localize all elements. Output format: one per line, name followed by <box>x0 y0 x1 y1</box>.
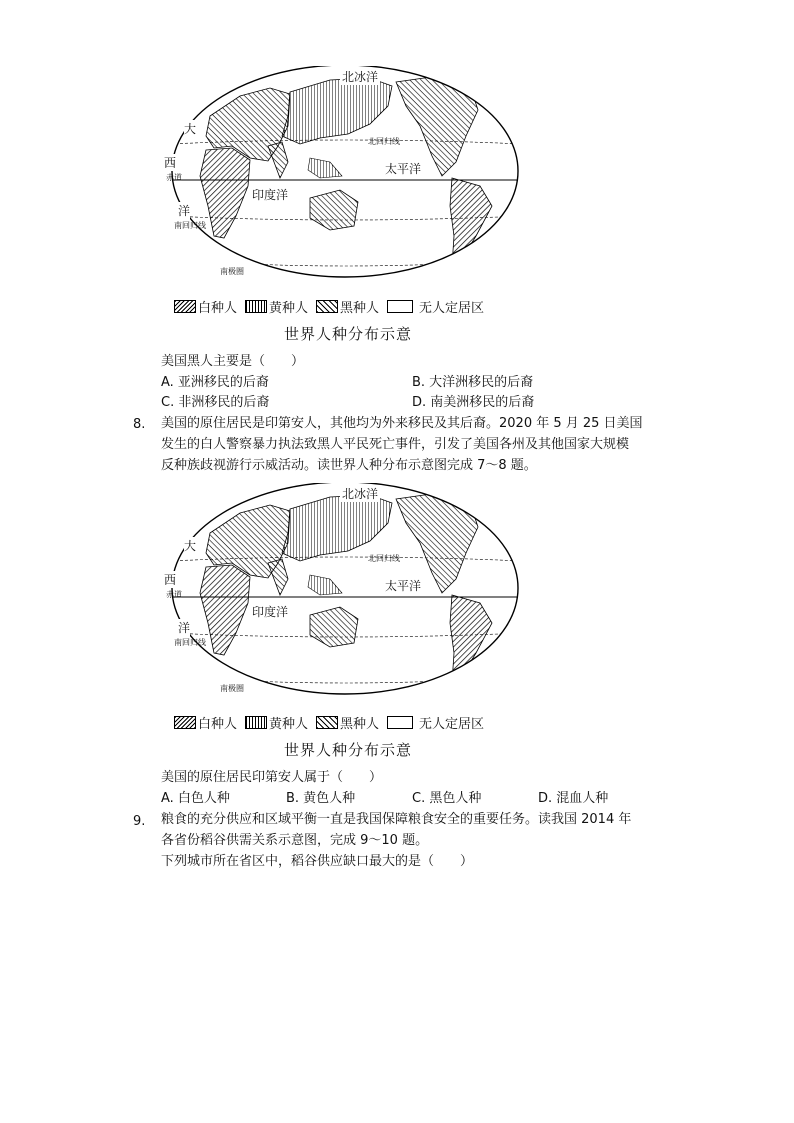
q8-number: 8. <box>133 417 146 432</box>
map-legend-1 <box>174 297 492 316</box>
label-tropic-cancer: 北回归线 <box>368 137 400 146</box>
legend-white-race: 白种人 <box>198 717 238 732</box>
label-tropic-cancer: 北回归线 <box>368 554 400 563</box>
legend-uninhabited: 无人定居区 <box>419 717 485 732</box>
q8-option-b[interactable]: B. 黄色人种 <box>286 791 356 806</box>
label-antarctic-circle: 南极圈 <box>220 267 244 276</box>
q8-intro-line-1: 美国的原住居民是印第安人，其他均为外来移民及其后裔。2020 年 5 月 25 日美国 <box>161 416 643 431</box>
region-africa <box>200 148 250 238</box>
world-race-map-1 <box>164 66 522 292</box>
q7-option-d[interactable]: D. 南美洲移民的后裔 <box>412 395 535 410</box>
label-atlantic-3: 洋 <box>178 204 191 218</box>
swatch-white-race <box>174 300 196 313</box>
legend-uninhabited: 无人定居区 <box>419 301 485 316</box>
label-arctic-ocean: 北冰洋 <box>342 487 379 501</box>
region-australia <box>310 190 358 230</box>
label-atlantic-2: 西 <box>164 156 177 170</box>
label-tropic-capricorn: 南回归线 <box>174 638 206 647</box>
q8-stem: 美国的原住居民印第安人属于（ ） <box>161 770 383 785</box>
q8-option-d[interactable]: D. 混血人种 <box>538 791 609 806</box>
q8-option-a[interactable]: A. 白色人种 <box>161 791 230 806</box>
legend-black-race: 黑种人 <box>340 717 380 732</box>
swatch-yellow-race <box>245 716 267 729</box>
label-indian-ocean: 印度洋 <box>252 188 289 202</box>
label-atlantic-2: 西 <box>164 573 177 587</box>
label-antarctic-circle: 南极圈 <box>220 684 244 693</box>
q7-stem: 美国黑人主要是（ ） <box>161 354 305 369</box>
legend-yellow-race: 黄种人 <box>269 301 309 316</box>
legend-white-race: 白种人 <box>198 301 238 316</box>
q7-option-a[interactable]: A. 亚洲移民的后裔 <box>161 375 269 390</box>
map-caption-2: 世界人种分布示意 <box>284 741 413 759</box>
legend-black-race: 黑种人 <box>340 301 380 316</box>
map-legend-2 <box>174 713 492 732</box>
region-asia <box>282 78 392 144</box>
q8-intro-line-3: 反种族歧视游行示威活动。读世界人种分布示意图完成 7～8 题。 <box>161 458 537 473</box>
q9-intro-line-1: 粮食的充分供应和区域平衡一直是我国保障粮食安全的重要任务。读我国 2014 年 <box>161 812 632 827</box>
swatch-uninhabited <box>387 716 413 729</box>
map-caption-1: 世界人种分布示意 <box>284 325 413 343</box>
label-arctic-ocean: 北冰洋 <box>342 70 379 84</box>
label-pacific-ocean: 太平洋 <box>385 579 422 593</box>
label-tropic-capricorn: 南回归线 <box>174 221 206 230</box>
q8-option-c[interactable]: C. 黑色人种 <box>412 791 482 806</box>
label-indian-ocean: 印度洋 <box>252 605 289 619</box>
label-atlantic-3: 洋 <box>178 621 191 635</box>
swatch-black-race <box>316 716 338 729</box>
q9-number: 9. <box>133 814 146 829</box>
label-equator: 赤道 <box>166 590 182 599</box>
swatch-yellow-race <box>245 300 267 313</box>
label-atlantic-1: 大 <box>184 122 197 136</box>
q8-intro-line-2: 发生的白人警察暴力执法致黑人平民死亡事件，引发了美国各州及其他国家大规模 <box>161 437 630 452</box>
swatch-black-race <box>316 300 338 313</box>
q7-option-b[interactable]: B. 大洋洲移民的后裔 <box>412 375 534 390</box>
label-pacific-ocean: 太平洋 <box>385 162 422 176</box>
world-race-map-2 <box>164 483 522 709</box>
q9-intro-line-2: 各省份稻谷供需关系示意图，完成 9～10 题。 <box>161 833 429 848</box>
q9-stem: 下列城市所在省区中，稻谷供应缺口最大的是（ ） <box>161 854 474 869</box>
q7-option-c[interactable]: C. 非洲移民的后裔 <box>161 395 270 410</box>
label-atlantic-1: 大 <box>184 539 197 553</box>
swatch-uninhabited <box>387 300 413 313</box>
legend-yellow-race: 黄种人 <box>269 717 309 732</box>
swatch-white-race <box>174 716 196 729</box>
label-equator: 赤道 <box>166 173 182 182</box>
